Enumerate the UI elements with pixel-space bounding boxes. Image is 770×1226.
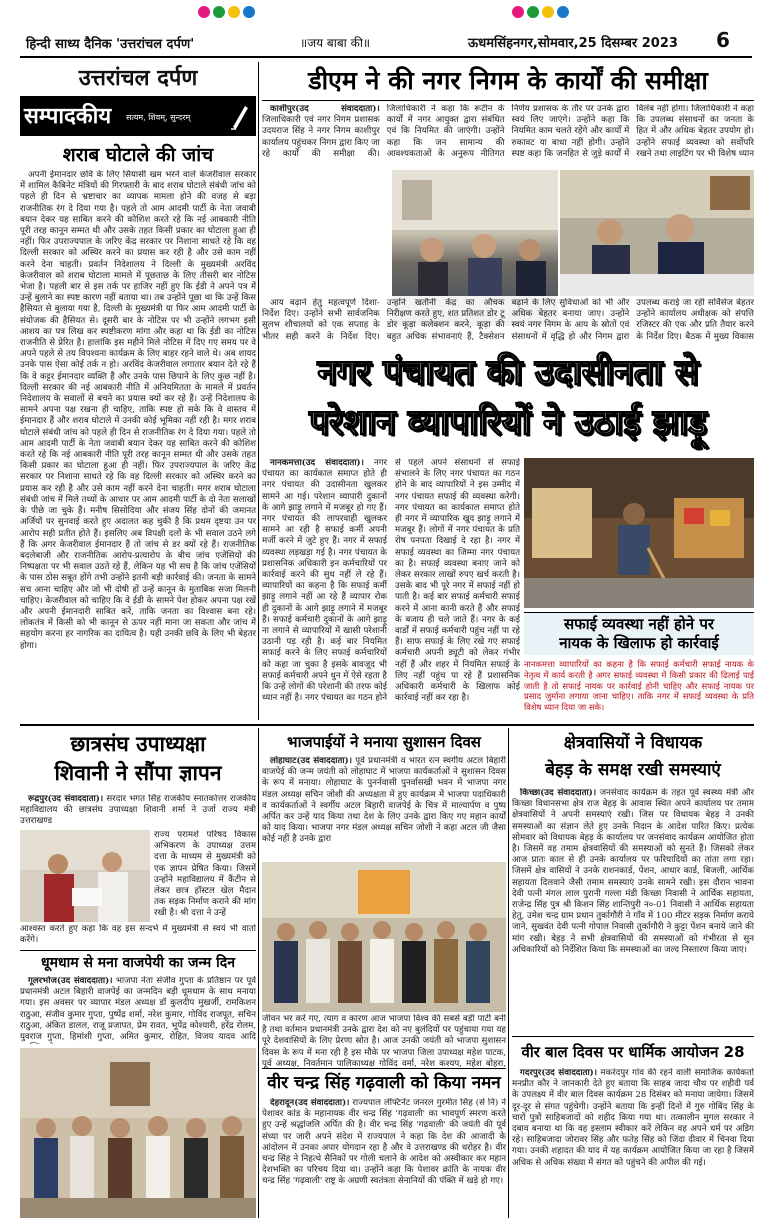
mla-headline	[512, 730, 754, 786]
section-rule	[20, 724, 754, 726]
student-dateline: रूद्रपुर(उद संवाददाता)।	[28, 794, 104, 804]
dot-yellow	[228, 6, 240, 18]
editorial-header	[20, 62, 256, 140]
callout-body: नानकमत्ता व्यापारियों का कहना है कि सफाई कर्मचारी सफाई नायक के नेतृत्व में कार्य करती है अगर सफाई व्यवस्था में किसी प्रकार की ढिलाई पाई जाती है तो सफाई नायक पर कार्रवाई होनी चाहिए और सफाई नायक पर प्रसाद जुर्माना लगाया जाना चाहिए। ताकि नगर में सफाई व्यवस्था के प्रति विशेष ध्यान दिया जा सके।	[524, 659, 754, 713]
mla-dateline: किच्छा(उद संवाददाता)।	[520, 788, 597, 798]
vajpayee-headline: धूमधाम से मना वाजपेयी का जन्म दिन	[41, 955, 235, 971]
big-dateline: नानकमत्ता(उद संवाददाता)।	[270, 458, 364, 468]
editorial-paper-label: उत्तरांचल दर्पण	[78, 66, 198, 91]
student-side: राज्य परामर्श परिषद विकास अभिकरण के उपाध्यक्ष उत्तम दत्ता के माध्यम से मुख्यमंत्री को एक ज्ञापन प्रेषित किया। जिसमें उन्होंने महाविद्यालय में कैंटीन से लेकर छात्र हॉस्टल खेल मैदान तक सड़क निर्माण कराने की मांग रखी है। श्री दत्ता ने उन्हें	[154, 830, 256, 919]
callout-line1: सफाई व्यवस्था नहीं होने पर	[563, 615, 715, 633]
dm-body	[262, 104, 754, 168]
dm-body-text: जिलाधिकारी एवं नगर निगम प्रशासक उदयराज सिंह ने नगर निगम काशीपुर कार्यालय पहुंचकर निगम द्वारा किए जा रहे कार्यों की समीक्षा की। जिलाधिकारी ने कहा कि रूटीन के कार्यों में नगर आयुक्त द्वारा संबंधित एवं कि नियमित की जाएंगी। उन्होंने कहा कि जन सामान्य की आवश्यकताओं के अनुरूप नीतिगत निर्णय प्रशासक के तौर पर उनके द्वारा स्वयं लिए जाएंगे। उन्होंने कहा कि नियमित काम चलते रहेंगे और कार्यों में रुकावट या बाधा नहीं होगी। उन्होंने स्पष्ट कहा कि जनहित से जुड़े कार्यों में विलंब नहीं होगा। जिलाधिकारी ने कहा कि उपलब्ध संसाधनों का जनता के हित में और अधिक बेहतर उपयोग हो। उन्होंने सफाई व्यवस्था को सर्वोपरि रखने तथा लाइटिंग पर भी विशेष ध्यान	[262, 104, 754, 159]
editorial-section-label: सम्पादकीय	[24, 104, 112, 129]
dm-meeting-photo-right	[560, 170, 754, 296]
dm-body-continued: आय बढ़ाने हेतु महत्वपूर्ण दिशा-निर्देश दिए। उन्होंने सभी सार्वजनिक सुलभ शौचालयों को एक सप्ताह के भीतर सही करने के निर्देश दिए। उन्होंने खतौनी केंद्र का औचक निरीक्षण करते हुए, शत प्रतिशत डोर टू डोर कूड़ा कलेक्शन करने, कूड़ा की बहुत अधिक संभावनाएं हैं, टैक्सेशन बढ़ाने के लिए सुविधाओं को भी और अधिक बेहतर बनाया जाए। उन्होंने स्वयं नगर निगम के आय के स्रोतों एवं संसाधनों में वृद्धि हो और निगम द्वारा उपलब्ध कराई जा रही सर्विसेज बेहतर उन्होंने कार्यालय अधीक्षक को संपत्ति रजिस्टर की एक और प्रति तैयार करने के निर्देश दिए। बैठक में मुख्य विकास	[262, 298, 754, 342]
pen-icon	[230, 102, 250, 130]
gadhwali-body: देहरादून(उद संवाददाता)। राज्यपाल लेफ्टिनेंट जनरल गुरमीत सिंह (से नि) ने पेशावर कांड के महानायक वीर चन्द्र सिंह 'गढ़वाली' का भावपूर्ण स्मरण करते हुए उन्हें श्रद्धांजलि अर्पित की है। वीर चन्द्र सिंह 'गढ़वाली' की जयंती की पूर्व संध्या पर जारी अपने संदेश में राज्यपाल ने कहा कि देश की आजादी के आंदोलन में उनका अपार योगदान रहा है और वे उत्तराखण्ड की धरोहर है। वीर चन्द्र सिंह ने निहत्थे सैनिकों पर गोली चलाने के आदेश को अस्वीकार कर महान देशभक्ति का परिचय दिया था। उन्होंने कहा कि पेशावर क्रांति के नायक वीर चन्द्र सिंह 'गढ़वाली' राष्ट्र के अग्रणी स्वतंत्रता सेनानियों की पंक्ति में खड़े हो गए।	[262, 1098, 506, 1187]
dm-headline: डीएम ने की नगर निगम के कार्यों की समीक्षा	[308, 66, 708, 95]
bjp-body: लोहाघाट(उद संवाददाता)। पूर्व प्रधानमंत्री व भारत रत्न स्वर्गीय अटल बिहारी वाजपेई की जन्म जयंती को लोहाघाट में भाजपा कार्यकर्ताओं ने सुशासन दिवस के रूप में मनाया। लोहाघाट के पुनर्नवासी पुनर्वासखी भवन में भाजपा नगर मंडल अध्यक्ष सचिन जोशी की अध्यक्षता में हुए कार्यक्रम में भाजपा पदाधिकारी व कार्यकर्ताओं ने स्वर्गीय अटल बिहारी वाजपेई के चित्र में माल्यार्पण व पुष्प अर्पित कर उन्हें याद किया तथा देश के लिए उनके द्वारा किए गए महान कार्यों को याद किया। भाजपा नगर मंडल अध्यक्ष सचिन जोशी ने कहा अटल जी जैसा कोई नहीं है उनके द्वारा	[262, 756, 506, 845]
student-headline-line2: शिवानी ने सौंपा ज्ञापन	[54, 761, 222, 785]
masthead	[0, 0, 770, 60]
page-number: 6	[716, 28, 730, 52]
column-divider	[258, 62, 259, 720]
gadhwali-dateline: देहरादून(उद संवाददाता)।	[270, 1098, 350, 1108]
mla-body: किच्छा(उद संवाददाता)। जनसंवाद कार्यक्रम के तहत पूर्व स्वस्थ्य मंत्री और किच्छा विधानसभा क्षेत्र राज बेहड़ के आवास स्थित अपने कार्यालय पर तमाम क्षेत्रवासियों ने अपनी समस्याएं रखी। जिस पर विधायक बेहड़ ने उनकी समस्याओं का संज्ञान लेते हुए उनके निदान के आदेश पारित किए। प्रत्येक सोमवार को विधायक बेहड़ के कार्यालय पर जनसंवाद कार्यक्रम आयोजित होता है। जिसमें वह तमाम क्षेत्रवासियों की समस्याओं को सुनते हैं। जिसको लेकर आज प्रातः काल से ही उनके कार्यालय पर फरियादियों का तांता लगा रहा। जिसमें क्षेत्र वासियों ने उनके राशनकार्ड, पेंशन, आधार कार्ड, बिजली, आर्थिक सहायता दिलवाने जैसी तमाम समस्याएं उनके सामने रखी। इस दौरान भावना देवी पत्नी मंगल लाल पुरानी गल्ला मंडी किच्छा निवासी ने आर्थिक सहायता, राजेन्द्र सिंह पुत्र श्री किशन सिंह शान्तिपुरी न०-01 निवासी ने आर्थिक सहायता हेतु, उमेश चन्द्र ग्राम प्रधान तुर्कागौरी ने गाँव में 100 मीटर सड़क निर्माण कराये जाने, सुखवंत देवी पत्नी गोपाल निवासी तुर्कागौरी ने कुट्टा पेंशन बनाये जाने की मांग रखी। बेहड़ ने सभी क्षेत्रवासियों की समस्याओं को गंभीरता से सुन अधिकारियों को निर्देशित किया कि समस्याओं का जल्द निस्तारण किया जाए।	[512, 788, 754, 955]
bjp-tail: जीवन भर करें गए, त्याग व कारण आज भाजपा विश्व की सबसे बड़ी पार्टी बनी है तथा वर्तमान प्रधानमंत्री उनके द्वारा देश को नए बुलंदियों पर पहुंचाया गया यह पूरे देशवासियों के लिए प्रेरणा स्रोत है। आज उनकी जयंती को भाजपा सुशासन दिवस के रूप में मना रही है इस मौके पर भाजपा जिला उपाध्यक्ष महेश पाटक, पूर्व अध्यक्ष, निवर्तमान पालिकाध्यक्ष गोविंद वर्मा, नरेश कश्यप, महेश बोहरा,	[262, 1014, 506, 1068]
dot-green	[213, 6, 225, 18]
gadhwali-headline: वीर चन्द्र सिंह गढ़वाली को किया नमन	[267, 1073, 501, 1093]
vajpayee-body: गूलरभोज(उद संवाददाता)। भाजपा नेता संजीव गुप्ता के प्रतिष्ठान पर पूर्व प्रधानमंत्री अटल बिहारी वाजपेई का जन्मदिन बड़ी धूमधाम के साथ मनाया गया। इस अवसर पर व्यापार मंडल अध्यक्ष डॉ कुलदीप मुखर्जी, रामकिशन राठुआ, संजीव कुमार गुप्ता, पुष्पेंद्र शर्मा, नरेश कुमार, गोविंद राजपूत, सचिन राठुआ, अंकित डालल, राजू प्रजापत, प्रेम रावत, भूपेंद्र कोश्यारी, हरेंद्र रोलम, युवराज गुप्ता, हिमांशी गुप्ता, अमित कुमार, रोहित, विजय यादव आदि	[20, 976, 256, 1043]
dateline: ऊधमसिंहनगर,सोमवार,25 दिसम्बर 2023	[468, 36, 678, 51]
editorial-banner	[20, 96, 256, 136]
memorandum-photo	[20, 830, 150, 922]
color-dots-right	[512, 3, 572, 22]
mla-headline-line1: क्षेत्रवासियों ने विधायक	[563, 733, 703, 753]
callout-title	[524, 612, 754, 655]
student-intro: रूद्रपुर(उद संवाददाता)। सरदार भगत सिंह राजकीय स्नातकोत्तर राजकीय महाविद्यालय की छात्रसंघ उपाध्यक्षा शिवानी शर्मा ने उर्जा राज्य मंत्री उत्तराखण्ड	[20, 794, 256, 827]
editorial-body: अपनी ईमानदार छवि के लिए सियासी खम भरने वाले केजरीवाल सरकार में शामिल कैबिनेट मंत्रियों की गिरफ्तारी के बाद शराब घोटाले संबंधी जांच को पहले ही दिन से भ्रष्टाचार का व्यापक मामला होने की वजह से बड़ा राजनीतिक रंग दे दिया गया है। पहले तो आम आदमी पार्टी के नेता जवाबी बयान देकर यह साबित करने की कोशिश करते रहे कि नई आबकारी नीति पूरी तरह कानून सम्मत थी और उसके तहत किसी प्रकार का घोटाला हुआ ही नहीं। फिर उपराज्यपाल के जरिए केंद्र सरकार पर निशाना साधते रहे कि वह दिल्ली सरकार को अस्थिर करने का प्रयास कर रही है और उसे काम नहीं करने देना चाहती। प्रवर्तन निदेशालय ने दिल्ली के मुख्यमंत्री अरविंद केजरीवाल को शराब घोटाला मामले में पूछताछ के लिए तीसरी बार नोटिस भेजा है। पहली बार से इस तर्क पर हाजिर नहीं हुए कि ईडी ने अपने पत्र में उन्हें बुलाने का स्पष्ट कारण नहीं बताया था। तब उन्होंने पूछा था कि उन्हें किस हैसियत से बुलाया गया है, दिल्ली के मुख्यमंत्री या फिर आम आदमी पार्टी के संयोजक की हैसियत से। दूसरी बार के नोटिस पर भी उन्होंने लगभग इसी आशय का पत्र लिख कर स्पष्टीकरण मांगा और कहा था कि ईडी का नोटिस राजनीति से प्रेरित है। हालांकि इस महीने मिले नोटिस में दिए गए समय पर वे अपने पहले से तय विपश्यना कार्यक्रम के लिए बाहर रहने वाले थे। अब शायद उनके पास ऐसा कोई तर्क न हो। अरविंद केजरीवाल लगातार बयान देते रहे हैं कि वे कट्टर ईमानदार व्यक्ति हैं और उनके पास छिपाने के लिए कुछ नहीं है। दिल्ली सरकार की नई आबकारी नीति में अनियमितता के मामले में प्रवर्तन निदेशालय के सवालों से बचने का प्रयास क्यों कर रहे हैं। उन्हें निदेशालय के सामने अपना पक्ष रखना ही चाहिए, ताकि स्पष्ट हो सके कि वे वास्तव में ईमानदार हैं और शराब घोटाले में उनकी कोई भूमिका नहीं रही है। मगर शराब घोटाले संबंधी जांच को पहले ही दिन से राजनीतिक रंग दे दिया गया। पहले तो आम आदमी पार्टी के नेता जवाबी बयान देकर यह साबित करने की कोशिश करते रहे कि नई आबकारी नीति पूरी तरह कानून सम्मत थी और उसके तहत किसी प्रकार का घोटाला हुआ ही नहीं। फिर उपराज्यपाल के जरिए केंद्र सरकार पर निशाना साधते रहे कि वह दिल्ली सरकार को अस्थिर करने का प्रयास कर रही है और उसे काम नहीं करने देना चाहती। मगर शराब घोटाला संबंधी जांच में मिले तथ्यों के आधार पर आम आदमी पार्टी के दो नेता सलाखों के पीछे जा चुके हैं। मनीष सिसोदिया और संजय सिंह दोनों की जमानत अर्जियों पर सुनवाई करते हुए अदालत कह चुकी है कि प्रथम दृष्टया उन पर आरोप सही प्रतीत होते हैं। इसलिए अब विपक्षी दलों के भी सवाल उठने लगे हैं कि अगर केजरीवाल ईमानदार हैं तो जांच से डर क्यों रहे हैं। राजनीतिक बदलेबाजी और राजनीतिक आरोप-प्रत्यारोप के बीच जांच एजेंसियों की निष्पक्षता पर भी सवाल उठते रहे हैं, लेकिन यह भी सच है कि जांच एजेंसियों के पास ठोस सबूत होंगे तभी उन्होंने इतनी बड़ी कार्रवाई की। जनता के सामने सच आना चाहिए और जो भी दोषी हों उन्हें कानून के मुताबिक सजा मिलनी चाहिए। केजरीवाल को चाहिए कि वे ईडी के सामने पेश होकर अपना पक्ष रखें और अपनी ईमानदारी साबित करें, ताकि जनता का विश्वास बना रहे। लोकतंत्र में किसी को भी कानून से ऊपर नहीं माना जा सकता और जांच में सहयोग करना हर नागरिक का दायित्व है। यही उनकी छवि के लिए भी बेहतर होगा।	[20, 170, 256, 651]
editorial-headline: शराब घोटाले की जांच	[62, 144, 214, 166]
dm-dateline: काशीपुर(उद संवाददाता)।	[270, 104, 380, 114]
student-tail: आश्वस्त करते हुए कहा कि वह इस सन्दर्भ में मुख्यमंत्री से स्वयं भी वार्ता करेंगे।	[20, 924, 256, 946]
veer-bal-dateline: गदरपुर(उद संवाददाता)।	[520, 1068, 597, 1078]
callout-box	[524, 612, 754, 720]
veer-bal-headline: वीर बाल दिवस पर धार्मिक आयोजन 28	[521, 1043, 745, 1061]
bjp-dateline: लोहाघाट(उद संवाददाता)।	[270, 756, 352, 766]
big-body-text: नगर पंचायत का कार्यकाल समाप्त होते ही नगर पंचायत की उदासीनता खुलकर सामने आ गई। परेशान व्यापारी दुकानों के आगे झाड़ू लगाने में मजबूर हो गए हैं। नगर पंचायत की लापरवाही खुलकर सामने आ रही है सफाई कर्मी अपनी मर्जी करने में जुटे हुए हैं। नगर में सफाई व्यवस्था लड़खड़ा गई है। नगर पंचायत के प्रशासनिक अधिकारी इन कर्मचारियों पर कार्रवाई करने की सुध नहीं ले रहे हैं। व्यापारियों का कहना है कि सफाई कर्मी झाड़ू लगाने नहीं आ रहे हैं व्यापार रोक ही दुकानों के आगे झाड़ू लगाने में मजबूर हैं। सफाई कर्मचारी दुकानों के आगे झाड़ू ना लगाने से व्यापारियों में खासी परेशानी उठानी पड़ रही है। कई बार नियमित सफाई करने के लिए सफाई कर्मचारियों को कहा जा चुका है इसके बावजूद भी सफाई कर्मचारी अपने धुन में ऐसे रहता है कि उन्हें लोगों की परेशानी की तरफ कोई ध्यान नहीं है। नगर पंचायत का गठन होने से पहले अपने संसाधनों से सफाई संभालने के लिए नगर पंचायत का गठन होने के बाद व्यापारियों ने इस उम्मीद में नगर पंचायत सफाई की व्यवस्था करेगी। नगर पंचायत का कार्यकाल समाप्त होते ही नगर में व्यापारिक खुद झाड़ू लगाने में मजबूर हैं। लोगों में नगर पंचायत के प्रति रोष पनपता दिखाई दे रहा है। नगर में सफाई व्यवस्था का जिम्मा नगर पंचायत का है। सफाई व्यवस्था बनाए जाने को लेकर सरकार लाखों रुपए खर्च करती है। उसके बाद भी पूरे नगर में सफाई नहीं हो पाती है। कई बार सफाई कर्मचारी सफाई करने में आना कानी करते हैं और सफाई के बजाय ही चले जाते हैं। नगर के कई वार्डों में सफाई कर्मचारी पहुंच नहीं पा रहे हैं। साफ सफाई के लिए रखे गए सफाई कर्मचारी अपनी ड्यूटी को लेकर गंभीर नहीं हैं और शहर में नियमित सफाई के लिए नहीं पहुंच पा रहे हैं प्रशासनिक अधिकारी कर्मचारी के खिलाफ कोई कार्रवाई नहीं कर रहा है।	[262, 458, 520, 704]
callout-line2: नायक के खिलाफ हो कार्रवाई	[559, 634, 719, 652]
big-headline	[262, 348, 754, 452]
big-headline-line1: नगर पंचायत की उदासीनता से	[317, 353, 699, 393]
color-dots-left	[198, 3, 258, 22]
bjp-group-photo	[262, 862, 506, 1012]
mla-headline-line2: बेहड़ के समक्ष रखी समस्याएं	[545, 760, 721, 780]
paper-name: हिन्दी साध्य दैनिक 'उत्तरांचल दर्पण'	[26, 37, 195, 52]
masthead-rule	[20, 56, 752, 58]
big-story-body	[262, 458, 520, 720]
dot-pink	[198, 6, 210, 18]
shopkeeper-sweeping-photo	[524, 458, 754, 608]
dot-blue	[243, 6, 255, 18]
vajpayee-dateline: गूलरभोज(उद संवाददाता)।	[28, 976, 113, 986]
vajpayee-group-photo	[20, 1048, 256, 1218]
editorial-tagline: सत्यम, शिवम्, सुन्दरम्	[126, 113, 191, 122]
student-headline-line1: छात्रसंघ उपाध्यक्षा	[70, 732, 206, 756]
veer-bal-body: गदरपुर(उद संवाददाता)। मकरंदपुर गांव की रहने वाली समाजिक कार्यकर्ता मनप्रीत कौर ने जानकारी देते हुए बताया कि साहब जादा चौथ पर शहीदी पर्व के उपलक्ष्य में वीर बाल दिवस कार्यक्रम 28 दिसंबर को मनाया जायेगा। जिसमें दूर-दूर से संगत पहुंचेगी। उन्होंने बताया कि इन्हीं दिनों में गुरु गोबिंद सिंह के चारों पुत्रों साहिबजादों को शहीद किया गया था। तत्कालीन मुगल सरकार ने दबाव बनाया था कि वह इस्लाम स्वीकार करें लेकिन वह अपने धर्म पर अडिग रहे। साहिबजादा जोरावर सिंह और फतेह सिंह को जिंदा दीवार में चिनवा दिया गया। उनकी शहादत की याद में यह कार्यक्रम आयोजित किया जा रहा है जिसमें अधिक से अधिक संख्या में संगत को पहुंचने की अपील की गई।	[512, 1068, 754, 1168]
student-headline	[20, 730, 256, 790]
big-headline-line2: परेशान व्यापारियों ने उठाई झाड़ू	[309, 403, 707, 443]
bjp-headline: भाजपाईयों ने मनाया सुशासन दिवस	[287, 733, 481, 751]
slogan: ॥जय बाबा की॥	[300, 36, 371, 50]
